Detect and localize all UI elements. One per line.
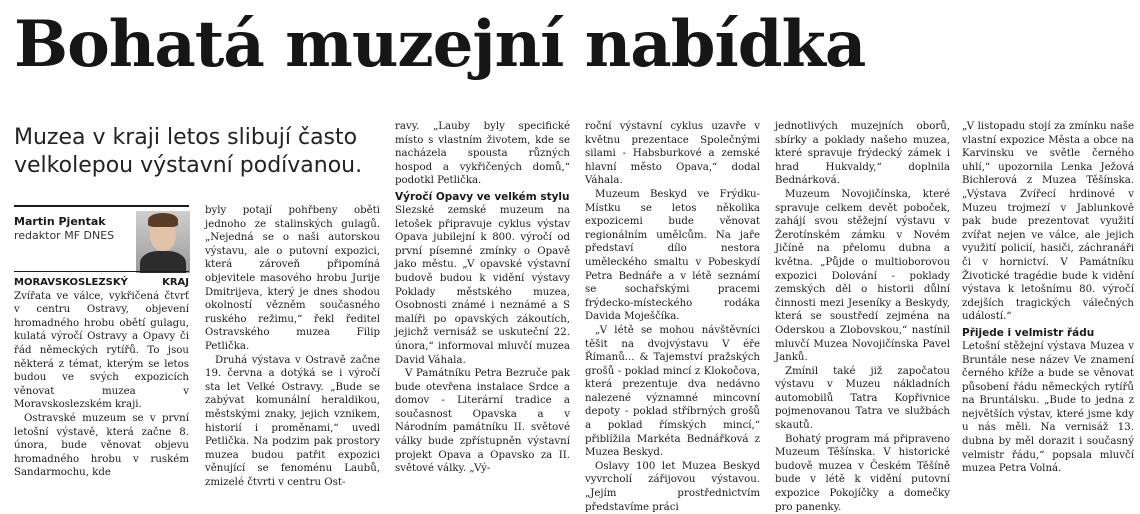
column-4 <box>585 120 760 514</box>
column-5-paragraph: Muzeum Novojičínska, které spravuje celkem devět poboček, zahájí svou stěžejní výstavu v Žerotínském zámku v Novém Jičíně na přelomu dubna a května. „Půjde o multioborovou expozici Dolování - poklady zemských děl o historii důlní činnosti mezi Jeseníky a Beskydy, která se soustředí zejména na Oderskou a Zlobovskou,“ nastínil mluvčí Muzea Novojičínska Pavel Janků. <box>775 188 950 364</box>
section-heading: Přijede i velmistr řádu <box>962 326 1095 339</box>
column-3-paragraph: ravy. „Lauby byly specifické místo s vlastním životem, kde se nacházela spousta různých hospod a vykřičených domů,“ podotkl Petlička. <box>395 121 570 187</box>
column-1 <box>14 276 189 480</box>
column-6-paragraph: Letošní stěžejní výstava Muzea v Bruntále nese název Ve znamení černého kříže a bude se věnovat působení řádu německých rytířů na Bruntálsku. „Bude to jedna z největších výstav, které jsme kdy u nás měli. Na vernisáž 13. dubna by měl dorazit i současný velmistr řádu,“ popsala mluvčí muzea Petra Volná. <box>962 340 1134 475</box>
column-4-paragraph: Muzeum Beskyd ve Frýdku-Místku se letos několika expozicemi bude věnovat regionálním umělcům. Na jaře představí dílo nestora uměleckého smaltu v Pobeskydí Petra Bednáře a v létě seznámí se sochařskými pracemi frýdecko-místeckého rodáka Davida Moješčíka. <box>585 188 760 323</box>
column-6 <box>962 120 1134 476</box>
column-2-paragraph: byly potají pohřbeny oběti jednoho ze stalinských gulagů. „Nejedná se o naši autorskou výstavu, ale o putovní expozici, která zároveň připomíná objevitele masového hrobu Jurije Dmitrijeva, který je dnes shodou okolností vězněm současného ruského režimu,“ řekl ředitel Ostravského muzea Filip Petlička. <box>205 205 380 352</box>
author-name: Martin Pjentak <box>14 215 106 228</box>
column-4-paragraph: roční výstavní cyklus uzavře v květnu prezentace Společnými silami - Habsburkové a zemské hlavní město Opava,“ dodal Váhala. <box>585 121 760 187</box>
column-6-paragraph: „V listopadu stojí za zmínku naše vlastní expozice Města a obce na Karvinsku ve světle černého uhlí,“ upozornila Lenka Ježová Bichlerová z Muzea Těšínska. „Výstava Zvířecí hrdinové v Muzeu trojmezí v Jablunkově pak bude prezentovat využití zvířat nejen ve válce, ale jejich využití policií, hasiči, záchranáři či v hornictví. V Památníku Životické tragédie bude k vidění výstava k letošnímu 80. výročí zdejších tragických válečných událostí.“ <box>962 121 1134 323</box>
column-3 <box>395 120 570 476</box>
column-1-paragraph: MORAVSKOSLEZSKÝ KRAJ Zvířata ve válce, vykřičená čtvrť v centru Ostravy, objevení hromadného hrobu obětí gulagu, kulatá výročí Ostravy a Opavy či řád německých rytířů. To jsou některá z témat, kterým se letos budou ve svých expozicích věnovat muzea v Moravskoslezském kraji. <box>14 277 189 411</box>
column-1-paragraph: Ostravské muzeum se v první letošní výstavě, která začne 8. února, bude věnovat objevu hromadného hrobu v ruském Sandarmochu, kde <box>14 412 189 479</box>
column-5-paragraph: jednotlivých muzejních oborů, sbírky a poklady našeho muzea, které spravuje frýdecký zámek i hrad Hukvaldy,“ doplnila Bednárková. <box>775 121 950 187</box>
column-rule-top <box>14 271 189 272</box>
author-photo <box>136 211 190 273</box>
column-5-paragraph: Zmínil také již započatou výstavu v Muzeu nákladních automobilů Tatra Kopřivnice pojmenovanou Tatra ve službách skautů. <box>775 365 950 432</box>
dateline: MORAVSKOSLEZSKÝ KRAJ <box>14 277 189 288</box>
column-5-paragraph: Bohatý program má připraveno Muzeum Těšínska. V historické budově muzea v Českém Těšíně bude v létě k vidění putovní expozice Pokojíčky a domečky pro panenky. <box>775 433 950 513</box>
subheadline: Muzea v kraji letos slibují často velkolepou výstavní podívanou. <box>14 125 363 178</box>
section-heading: Výročí Opavy ve velkém stylu <box>395 190 570 203</box>
column-2 <box>205 204 380 489</box>
author-box <box>14 205 189 271</box>
column-5 <box>775 120 950 514</box>
column-4-paragraph: „V létě se mohou návštěvníci těšit na dvojvýstavu V éře Římanů... & Tajemství pražských grošů - poklad mincí z Klokočova, která prezentuje dva nedávno nalezené významné mincovní depoty - poklad stříbrných grošů a poklad římských mincí,“ přiblížila Markéta Bednářková z Muzea Beskyd. <box>585 324 760 459</box>
author-role: redaktor MF DNES <box>14 229 115 242</box>
column-3-paragraph: V Památníku Petra Bezruče pak bude otevřena instalace Srdce a domov - Literární tradice a současnost Opavska a v Národním památníku II. světové války bude zpřístupněn výstavní projekt Opava a Opavsko za II. světové války. „Vý- <box>395 368 570 475</box>
column-4-paragraph: Oslavy 100 let Muzea Beskyd vyvrcholí zářijovou výstavou. „Jejím prostřednictvím představíme práci <box>585 460 760 513</box>
column-3-paragraph: Slezské zemské muzeum na letošek připravuje cyklus výstav Opava jubilejní k 800. výročí od první písemné zmínky o Opavě jako městu. „V opavské výstavní budově budou k vidění výstavy Poklady městského muzea, Osobnosti známé i neznámé a S malíři po opavských zákoutích, jejichž vernisáž se uskuteční 22. února,“ informoval mluvčí muzea David Váhala. <box>395 204 570 366</box>
column-2-paragraph: Druhá výstava v Ostravě začne 19. června a dotýká se i výročí sta let Velké Ostravy. „Bude se zabývat komunální heraldikou, městskými znaky, jejich vznikem, historií i proměnami,“ uvedl Petlička. Na podzim pak prostory muzea budou patřit expozici věnující se fenoménu Laubů, zmizelé čtvrti v centru Ost- <box>205 354 380 488</box>
headline: Bohatá muzejní nabídka <box>14 7 866 82</box>
